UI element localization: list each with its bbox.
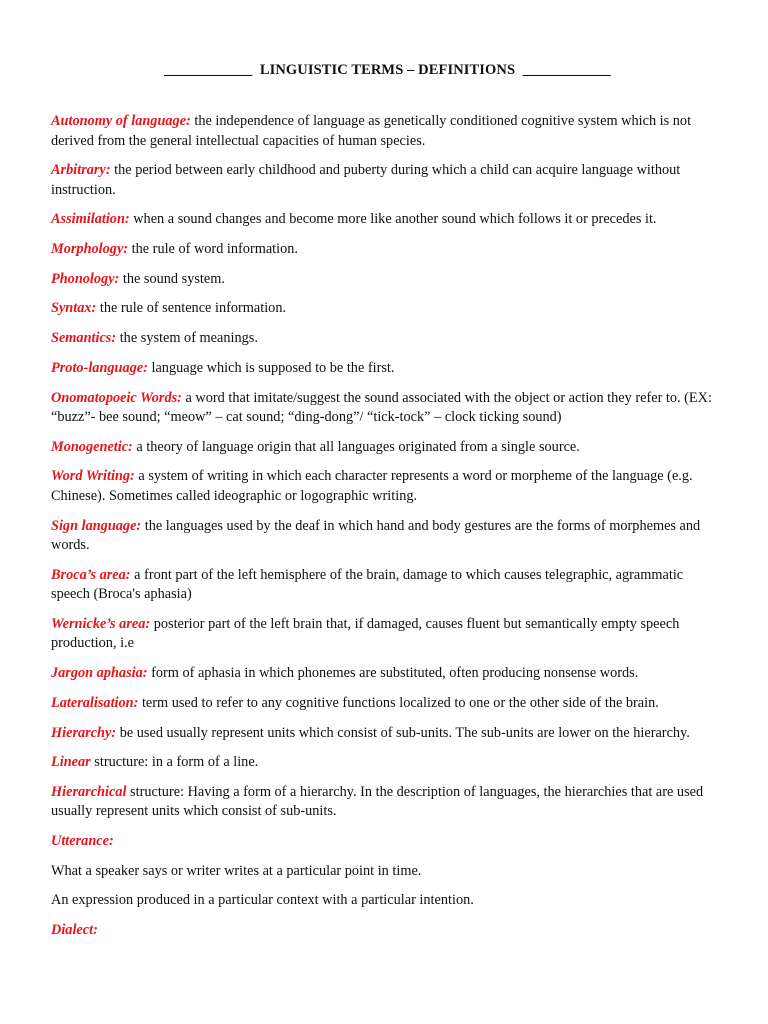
- definition-entry: [51, 359, 724, 379]
- definition-text: the system of meanings.: [116, 330, 258, 347]
- definition-term: Wernicke’s area:: [51, 615, 151, 632]
- definition-text: the sound system.: [119, 270, 225, 287]
- definition-term: Monogenetic:: [51, 438, 133, 455]
- definition-text: be used usually represent units which consist of sub-units. The sub-units are lower on the hierarchy.: [116, 724, 690, 741]
- definition-text: the period between early childhood and puberty during which a child can acquire language without instruction.: [51, 162, 681, 198]
- definition-entry: [51, 566, 724, 605]
- definition-term: Broca’s area:: [51, 566, 131, 583]
- definition-text: the rule of sentence information.: [96, 300, 287, 317]
- definition-term: Semantics:: [51, 330, 117, 347]
- definition-text: the rule of word information.: [128, 241, 298, 258]
- definition-entry: [51, 783, 724, 822]
- title-text: LINGUISTIC TERMS – DEFINITIONS: [259, 62, 516, 78]
- definition-term: Linear: [51, 754, 91, 771]
- definition-term: Morphology:: [51, 241, 129, 258]
- definition-text: a theory of language origin that all languages originated from a single source.: [132, 438, 580, 455]
- definition-entry: [51, 664, 724, 684]
- definition-term: Hierarchical: [51, 783, 127, 800]
- definition-text: when a sound changes and become more like another sound which follows it or precedes it.: [129, 211, 657, 228]
- definition-term: Sign language:: [51, 517, 142, 534]
- definition-entry: [51, 724, 724, 744]
- definition-text: form of aphasia in which phonemes are substituted, often producing nonsense words.: [147, 665, 639, 682]
- definition-term: Proto-language:: [51, 359, 148, 376]
- definition-entry: [51, 438, 724, 458]
- title-blank-right: ____________: [522, 62, 611, 78]
- definition-text: structure: in a form of a line.: [90, 754, 259, 771]
- definition-term: Autonomy of language:: [51, 113, 191, 129]
- definition-term: Onomatopoeic Words:: [51, 389, 182, 406]
- definition-entry: [51, 517, 724, 556]
- definition-entry: [51, 832, 724, 852]
- definition-text: a word that imitate/suggest the sound associated with the object or action they refer to. (EX: “buzz”- bee sound; “meow” – cat sound; “ding-dong”/ “tick-tock” – clock ticking sound): [51, 389, 712, 425]
- definition-text: a front part of the left hemisphere of the brain, damage to which causes telegraphic, agrammatic speech (Broca's aphasia): [51, 566, 684, 603]
- definition-term: Hierarchy:: [51, 724, 117, 741]
- definition-entry: [51, 329, 724, 349]
- definition-term: Syntax:: [51, 300, 97, 317]
- definition-term: Arbitrary:: [51, 162, 111, 179]
- utterance-line: What a speaker says or writer writes at a particular point in time.: [51, 862, 422, 879]
- definition-text: language which is supposed to be the first.: [147, 359, 395, 376]
- utterance-line: An expression produced in a particular context with a particular intention.: [51, 892, 474, 909]
- definition-term: Word Writing:: [51, 468, 135, 485]
- definition-text: the independence of language as genetically conditioned cognitive system which is not derived from the general intellectual capacities of human species.: [51, 113, 692, 149]
- definition-entry: [51, 921, 724, 941]
- definition-entry: [51, 270, 724, 290]
- definition-entry: [51, 299, 724, 319]
- definition-entry: [51, 389, 724, 428]
- title-blank-left: ____________: [164, 62, 253, 78]
- definition-term: Assimilation:: [51, 211, 130, 228]
- definition-entry: [51, 467, 724, 506]
- definition-text: term used to refer to any cognitive functions localized to one or the other side of the brain.: [138, 694, 659, 711]
- page-title: [51, 62, 724, 79]
- definition-term: Jargon aphasia:: [51, 665, 148, 682]
- definition-text: posterior part of the left brain that, if damaged, causes fluent but semantically empty speech production, i.e: [51, 615, 680, 652]
- definition-term: Phonology:: [51, 270, 120, 287]
- definition-term: Dialect:: [51, 922, 98, 939]
- definition-entry: [51, 240, 724, 260]
- definition-term: Lateralisation:: [51, 694, 139, 711]
- definition-text: structure: Having a form of a hierarchy. In the description of languages, the hierarchies that are used usually represent units which consist of sub-units.: [51, 783, 704, 820]
- definition-entry: [51, 210, 724, 230]
- definition-text: a system of writing in which each character represents a word or morpheme of the language (e.g. Chinese). Sometimes called ideographic or logographic writing.: [51, 468, 693, 504]
- definition-entry: [51, 161, 724, 200]
- definition-entry: [51, 112, 724, 151]
- definition-text: the languages used by the deaf in which hand and body gestures are the forms of morphemes and words.: [51, 517, 701, 554]
- definition-entry: [51, 694, 724, 714]
- definition-entry: [51, 753, 724, 773]
- definition-entry: [51, 615, 724, 654]
- definition-term: Utterance:: [51, 833, 114, 850]
